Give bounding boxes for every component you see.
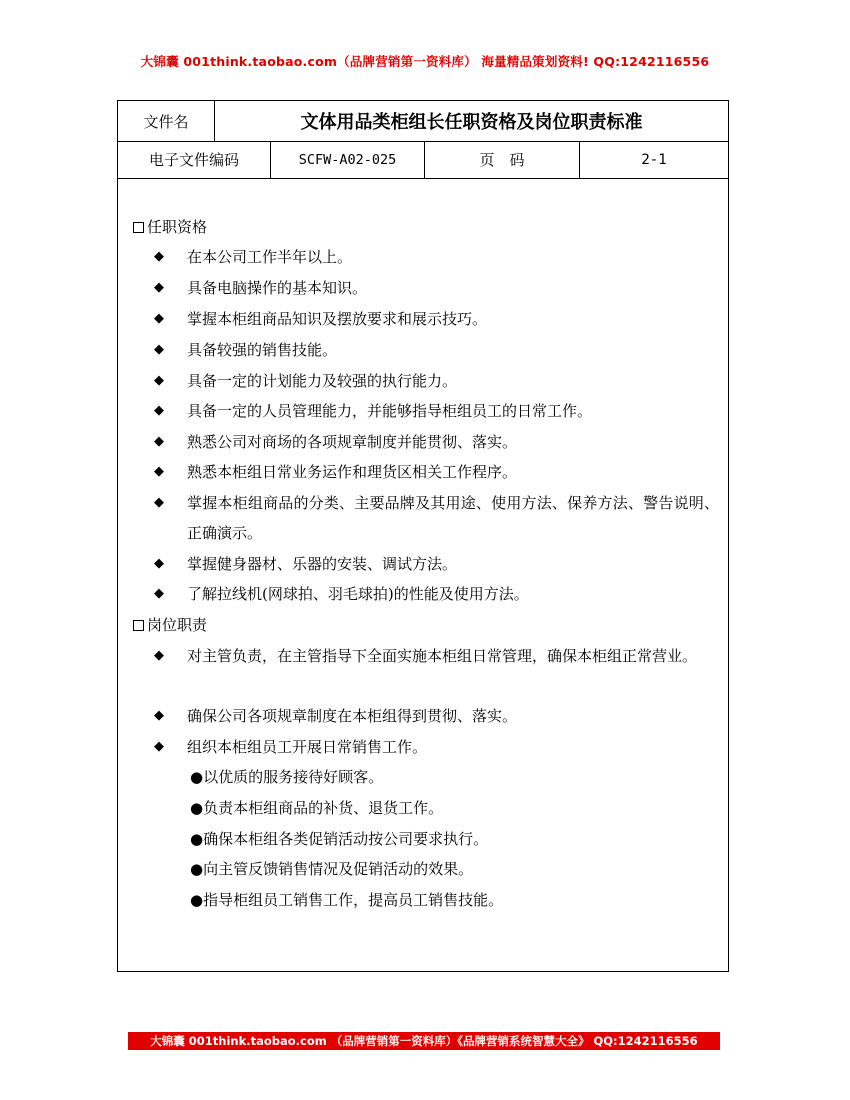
list-item: [154, 488, 719, 548]
list-item-text: 确保公司各项规章制度在本柜组得到贯彻、落实。: [187, 707, 518, 725]
diamond-bullet-icon: ◆: [154, 434, 164, 449]
document-table: [117, 100, 729, 972]
diamond-bullet-icon: ◆: [154, 464, 164, 479]
list-item: [154, 641, 719, 671]
diamond-bullet-icon: ◆: [154, 403, 164, 418]
list-item: [154, 732, 719, 762]
qualifications-heading: [133, 217, 207, 237]
diamond-bullet-icon: ◆: [154, 739, 164, 754]
diamond-bullet-icon: ◆: [154, 311, 164, 326]
list-item-text: 掌握本柜组商品知识及摆放要求和展示技巧。: [187, 310, 488, 328]
list-item: [154, 273, 719, 303]
diamond-bullet-icon: ◆: [154, 342, 164, 357]
diamond-bullet-icon: ◆: [154, 648, 164, 663]
list-item-text: 掌握本柜组商品的分类、主要品牌及其用途、使用方法、保养方法、警告说明、正确演示。: [187, 494, 719, 542]
list-item-text: 组织本柜组员工开展日常销售工作。: [187, 738, 428, 756]
list-item: [154, 549, 719, 579]
list-item: [154, 457, 719, 487]
meta-row: [118, 141, 728, 179]
list-item: [154, 242, 719, 272]
list-item-text: 具备一定的计划能力及较强的执行能力。: [187, 372, 458, 390]
list-item-text: 掌握健身器材、乐器的安装、调试方法。: [187, 555, 458, 573]
header-banner: 大锦囊 001think.taobao.com（品牌营销第一资料库） 海量精品策划资料! QQ:1242116556: [140, 54, 710, 69]
list-item-text: 熟悉本柜组日常业务运作和理货区相关工作程序。: [187, 463, 518, 481]
checkbox-square-icon: [133, 222, 144, 233]
sub-list-item: ●向主管反馈销售情况及促销活动的效果。: [190, 860, 474, 878]
list-item: [154, 701, 719, 731]
list-item-text: 了解拉线机(网球拍、羽毛球拍)的性能及使用方法。: [187, 585, 529, 603]
list-item: [154, 366, 719, 396]
footer-banner: 大锦囊 001think.taobao.com （品牌营销第一资料库）《品牌营销系统智慧大全》 QQ:1242116556: [128, 1032, 720, 1050]
list-item-text: 在本公司工作半年以上。: [187, 248, 353, 266]
checkbox-square-icon: [133, 620, 144, 631]
sub-list-item: ●确保本柜组各类促销活动按公司要求执行。: [190, 830, 489, 848]
document-title: 文体用品类柜组长任职资格及岗位职责标准: [300, 112, 643, 133]
list-item-text: 具备电脑操作的基本知识。: [187, 279, 368, 297]
diamond-bullet-icon: ◆: [154, 280, 164, 295]
list-item-text: 熟悉公司对商场的各项规章制度并能贯彻、落实。: [187, 433, 518, 451]
page-label: 页 码: [425, 141, 580, 178]
code-label: 电子文件编码: [118, 141, 271, 178]
title-row: [118, 101, 728, 142]
list-item-text: 具备较强的销售技能。: [187, 341, 338, 359]
diamond-bullet-icon: ◆: [154, 556, 164, 571]
section-heading-text: 岗位职责: [147, 616, 208, 634]
sub-list-item: ●指导柜组员工销售工作，提高员工销售技能。: [190, 891, 504, 909]
list-item: [154, 335, 719, 365]
section-heading-text: 任职资格: [147, 218, 208, 236]
page-value: 2-1: [641, 151, 667, 168]
code-value: SCFW-A02-025: [271, 141, 425, 178]
list-item: [154, 579, 719, 609]
sub-list-item: ●以优质的服务接待好顾客。: [190, 768, 384, 786]
diamond-bullet-icon: ◆: [154, 495, 164, 510]
diamond-bullet-icon: ◆: [154, 586, 164, 601]
duties-heading: [133, 615, 207, 635]
file-name-label: 文件名: [118, 101, 215, 141]
list-item-text: 对主管负责，在主管指导下全面实施本柜组日常管理，确保本柜组正常营业。: [187, 647, 698, 665]
diamond-bullet-icon: ◆: [154, 373, 164, 388]
list-item: [154, 427, 719, 457]
sub-list-item: ●负责本柜组商品的补货、退货工作。: [190, 799, 444, 817]
list-item: [154, 304, 719, 334]
diamond-bullet-icon: ◆: [154, 708, 164, 723]
diamond-bullet-icon: ◆: [154, 249, 164, 264]
list-item: [154, 396, 719, 426]
list-item-text: 具备一定的人员管理能力，并能够指导柜组员工的日常工作。: [187, 402, 593, 420]
